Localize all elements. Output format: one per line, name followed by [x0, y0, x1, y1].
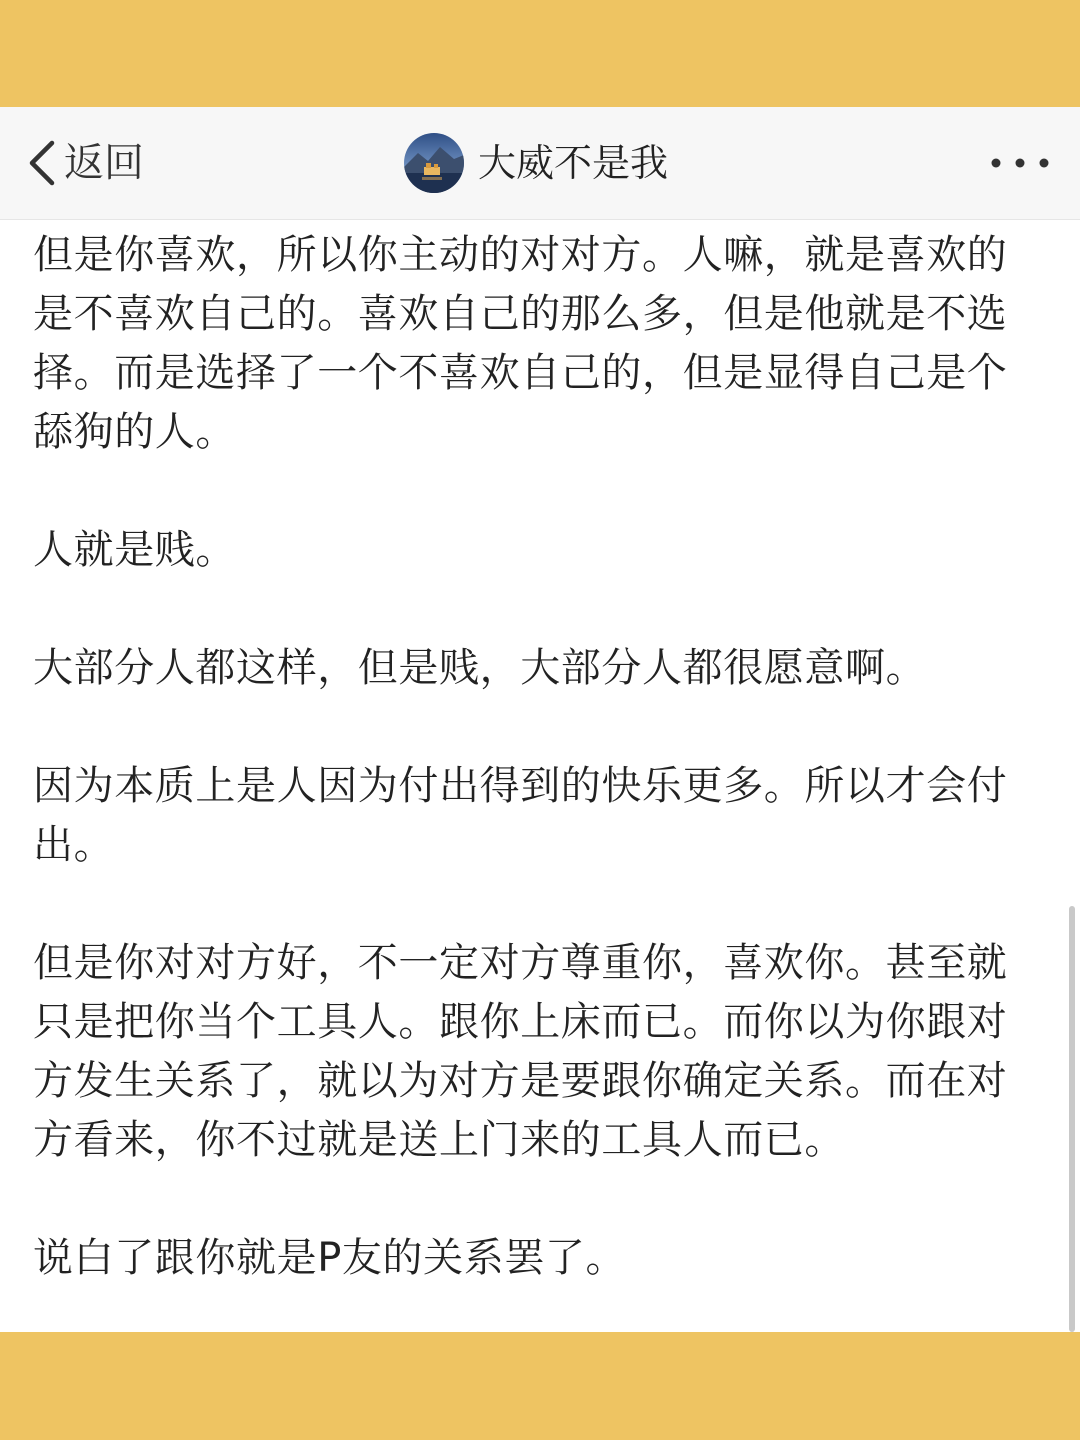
post-paragraph: 但是你对对方好，不一定对方尊重你，喜欢你。甚至就 只是把你当个工具人。跟你上床而已。而你以为你跟对 方发生关系了，就以为对方是要跟你确定关系。而在对 方看来，你不过就是送上门来的工具人而已。: [33, 940, 1008, 1163]
avatar[interactable]: [404, 133, 464, 193]
paragraph-gap: [33, 1170, 1033, 1229]
post-paragraph: 因为本质上是人因为付出得到的快乐更多。所以才会付 出。: [33, 763, 1008, 868]
paragraph-gap: [33, 462, 1033, 521]
paragraph-gap: [33, 875, 1033, 934]
more-dots-icon[interactable]: [988, 143, 1052, 183]
back-label: 返回: [64, 140, 144, 186]
scrollbar[interactable]: [1069, 906, 1075, 1332]
bottom-color-band: [0, 1332, 1080, 1440]
nav-bar: [0, 107, 1080, 220]
chevron-left-icon: [22, 135, 62, 191]
post-paragraph: 大部分人都这样，但是贱，大部分人都很愿意啊。: [33, 645, 927, 691]
post-paragraph: 人就是贱。: [33, 527, 236, 573]
paragraph-gap: [33, 698, 1033, 757]
profile-header[interactable]: [404, 133, 668, 193]
top-color-band: [0, 0, 1080, 107]
post-paragraph: 但是你喜欢，所以你主动的对对方。人嘛，就是喜欢的 是不喜欢自己的。喜欢自己的那么多，但是他就是不选 择。而是选择了一个不喜欢自己的，但是显得自己是个 舔狗的人。: [33, 232, 1008, 455]
paragraph-gap: [33, 580, 1033, 639]
username: 大威不是我: [478, 141, 669, 185]
back-button[interactable]: [22, 135, 144, 191]
post-content: [33, 226, 1033, 1288]
post-paragraph: 说白了跟你就是P友的关系罢了。: [33, 1235, 627, 1281]
